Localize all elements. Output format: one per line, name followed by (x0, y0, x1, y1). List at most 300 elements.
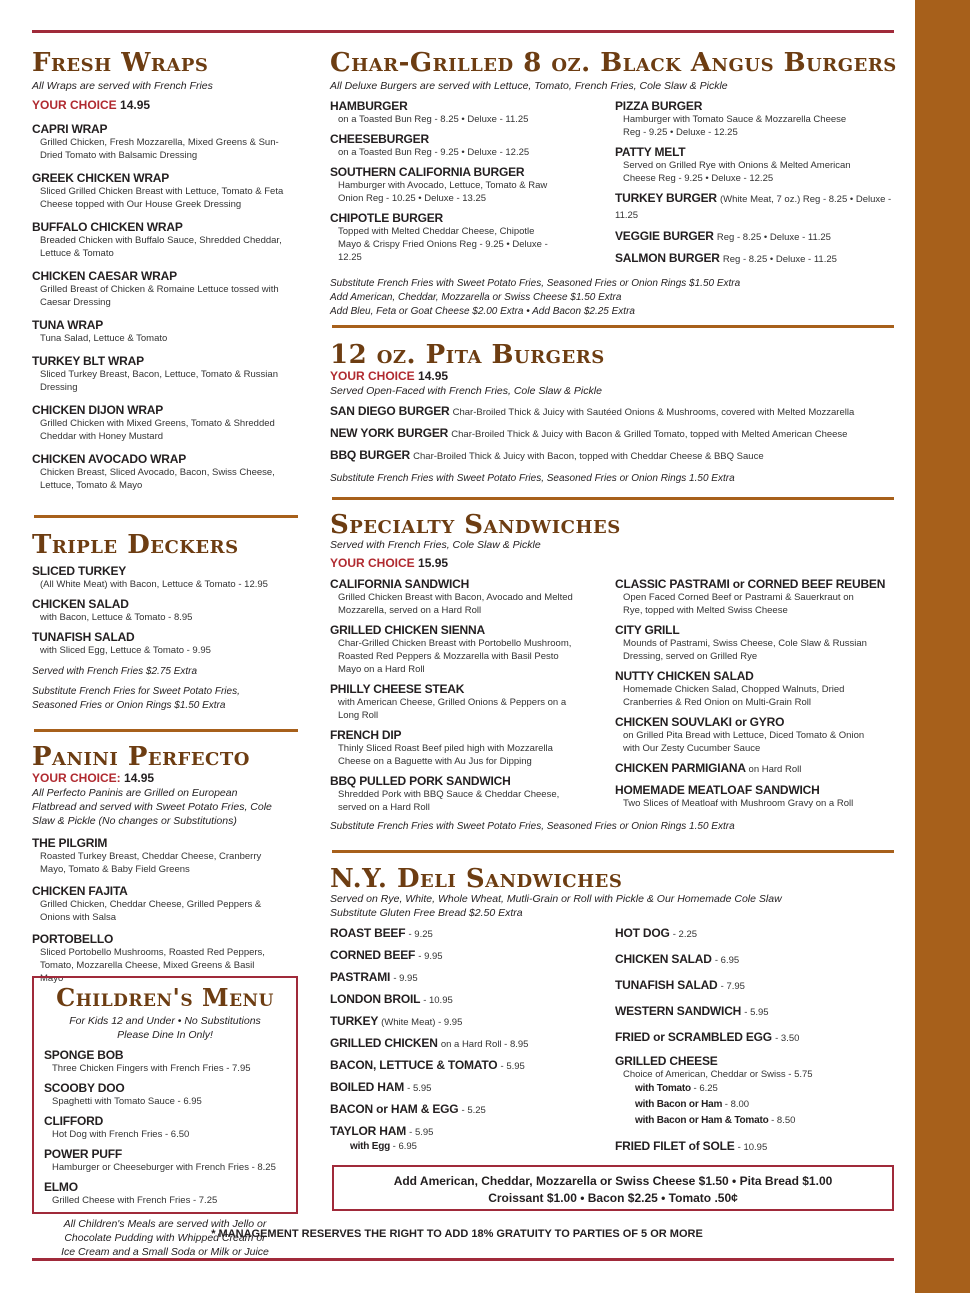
item-name (330, 1080, 615, 1096)
kids-title: Children's Menu (56, 983, 274, 1012)
menu-item (615, 229, 900, 245)
menu-item (330, 970, 615, 986)
menu-item (32, 597, 300, 624)
item-name-text: TURKEY BURGER (615, 191, 717, 205)
kids-note: All Children's Meals are served with Jello or Chocolate Pudding with Whipped Cream or Ice Cream and a Small Soda or Milk or Juice (61, 1218, 269, 1258)
choice-price: 15.95 (418, 556, 449, 570)
menu-item (44, 1081, 286, 1108)
item-name-text: CALIFORNIA SANDWICH (330, 577, 470, 591)
item-desc: Mounds of Pastrami, Swiss Cheese, Cole Slaw & Russian Dressing, served on Grilled Rye (623, 638, 867, 662)
item-desc: Grilled Breast of Chicken & Romaine Lettuce tossed with Caesar Dressing (40, 284, 279, 308)
side-bar (915, 0, 970, 1293)
item-inline-desc: Char-Broiled Thick & Juicy with Bacon & Grilled Tomato, topped with Melted American Cheese (451, 429, 848, 440)
item-name (330, 728, 615, 742)
item-name-text: SCOOBY DOO (44, 1081, 125, 1095)
deli-right-top (615, 926, 900, 1046)
item-name (615, 623, 900, 637)
item-inline-desc: - 3.50 (775, 1033, 800, 1044)
menu-item (32, 220, 300, 260)
item-sub-option (350, 1140, 615, 1154)
item-inline-desc: - 5.95 (409, 1127, 434, 1138)
childrens-menu-box (32, 976, 298, 1258)
item-desc: Hamburger or Cheeseburger with French Fries - 8.25 (52, 1162, 276, 1173)
choice-price: 14.95 (120, 98, 151, 112)
top-rule (32, 30, 894, 33)
menu-item (615, 952, 900, 968)
item-name (330, 682, 615, 696)
item-inline-desc: - 9.95 (393, 973, 418, 984)
item-name-text: CHEESEBURGER (330, 132, 429, 146)
item-name-text: SLICED TURKEY (32, 564, 127, 578)
item-inline-desc: - 5.95 (744, 1007, 769, 1018)
burgers-notes (330, 277, 900, 319)
item-name-text: CHICKEN PARMIGIANA (615, 761, 746, 775)
item-name-text: CHICKEN SALAD (32, 597, 129, 611)
wraps-section (32, 50, 300, 492)
item-desc: with Sliced Egg, Lettuce & Tomato - 9.95 (40, 645, 211, 656)
item-name-text: PIZZA BURGER (615, 99, 703, 113)
item-name (44, 1081, 286, 1095)
item-desc: Homemade Chicken Salad, Chopped Walnuts, Dried Cranberries & Red Onion on Multi-Grain Roll (623, 684, 845, 708)
item-inline-desc: - 10.95 (737, 1142, 768, 1153)
item-name (330, 448, 900, 464)
pita-list (330, 404, 900, 464)
menu-item (330, 992, 615, 1008)
menu-item (330, 1014, 615, 1030)
menu-item (330, 577, 615, 617)
burgers-note: Add American, Cheddar, Mozzarella or Swiss Cheese $1.50 Extra (330, 292, 622, 303)
menu-item (44, 1180, 286, 1207)
item-name-text: BACON or HAM & EGG (330, 1102, 459, 1116)
item-inline-desc: Reg - 8.25 • Deluxe - 11.25 (722, 254, 837, 265)
deckers-note-1: Served with French Fries $2.75 Extra (32, 666, 198, 677)
item-desc: on a Toasted Bun Reg - 9.25 • Deluxe - 12.25 (338, 147, 530, 158)
item-name (32, 836, 300, 850)
item-name (44, 1114, 286, 1128)
item-name (32, 403, 300, 417)
item-name-text: PHILLY CHEESE STEAK (330, 682, 465, 696)
item-name-text: PATTY MELT (615, 145, 686, 159)
item-name-text: FRIED or SCRAMBLED EGG (615, 1030, 772, 1044)
add-ons-line-2: Croissant $1.00 • Bacon $2.25 • Tomato .50¢ (488, 1191, 738, 1205)
item-name (615, 978, 900, 994)
item-name-text: BACON, LETTUCE & TOMATO (330, 1058, 498, 1072)
item-desc: Hamburger with Tomato Sauce & Mozzarella Cheese Reg - 9.25 • Deluxe - 12.25 (623, 114, 847, 138)
item-desc: Spaghetti with Tomato Sauce - 6.95 (52, 1096, 202, 1107)
item-name (330, 926, 615, 942)
item-desc: Shredded Pork with BBQ Sauce & Cheddar Cheese, served on a Hard Roll (338, 789, 560, 813)
item-name-text: SAN DIEGO BURGER (330, 404, 450, 418)
divider (332, 850, 894, 853)
item-name (330, 132, 615, 146)
pita-choice (330, 368, 900, 384)
item-desc: Hot Dog with French Fries - 6.50 (52, 1129, 190, 1140)
footer-note: * MANAGEMENT RESERVES THE RIGHT TO ADD 18% GRATUITY TO PARTIES OF 5 OR MORE (211, 1228, 703, 1240)
menu-item (330, 211, 615, 264)
item-desc: Grilled Chicken Breast with Bacon, Avocado and Melted Mozzarella, served on a Hard Roll (338, 592, 573, 616)
item-name-text: ROAST BEEF (330, 926, 406, 940)
add-ons-line-1: Add American, Cheddar, Mozzarella or Swiss Cheese $1.50 • Pita Bread $1.00 (393, 1174, 833, 1188)
item-desc: Choice of American, Cheddar or Swiss - 5.75 (623, 1069, 813, 1080)
item-name (44, 1180, 286, 1194)
item-desc: Three Chicken Fingers with French Fries - 7.95 (52, 1063, 251, 1074)
deli-right-bottom (615, 1139, 900, 1155)
item-desc: on Grilled Pita Bread with Lettuce, Diced Tomato & Onion with Our Zesty Cucumber Sauce (623, 730, 865, 754)
choice-label: YOUR CHOICE: (32, 771, 121, 785)
specialty-note: Substitute French Fries with Sweet Potato Fries, Seasoned Fries or Onion Rings 1.50 Extra (330, 821, 735, 832)
item-desc: with Bacon, Lettuce & Tomato - 8.95 (40, 612, 193, 623)
item-desc: Open Faced Corned Beef or Pastrami & Sauerkraut on Rye, topped with Melted Swiss Cheese (623, 592, 854, 616)
item-inline-desc: - 5.95 (500, 1061, 525, 1072)
menu-item (330, 728, 615, 768)
item-desc: (All White Meat) with Bacon, Lettuce & Tomato - 12.95 (40, 579, 268, 590)
item-name (330, 1124, 615, 1140)
menu-item (615, 577, 900, 617)
menu-item (330, 132, 615, 159)
deckers-section (32, 532, 300, 713)
item-name (330, 970, 615, 986)
item-name (615, 761, 900, 777)
item-name (330, 948, 615, 964)
menu-item (330, 948, 615, 964)
item-name (32, 171, 300, 185)
grilled-cheese-option (635, 1113, 900, 1129)
menu-item (44, 1048, 286, 1075)
item-desc: Breaded Chicken with Buffalo Sauce, Shredded Cheddar, Lettuce & Tomato (40, 235, 282, 259)
item-name (32, 564, 300, 578)
wraps-subtitle: All Wraps are served with French Fries (32, 80, 213, 92)
item-name-text: CORNED BEEF (330, 948, 416, 962)
item-name (615, 783, 900, 797)
burgers-note: Substitute French Fries with Sweet Potato Fries, Seasoned Fries or Onion Rings $1.50 Extra (330, 278, 741, 289)
item-desc: Two Slices of Meatloaf with Mushroom Gravy on a Roll (623, 798, 854, 809)
item-name-text: SOUTHERN CALIFORNIA BURGER (330, 165, 525, 179)
wraps-list (32, 122, 300, 492)
item-name (330, 1036, 615, 1052)
pita-title: 12 oz. Pita Burgers (330, 340, 605, 370)
item-name (615, 952, 900, 968)
menu-item (615, 623, 900, 663)
pita-note: Substitute French Fries with Sweet Potato Fries, Seasoned Fries or Onion Rings 1.50 Extra (330, 473, 735, 484)
menu-item (615, 1139, 900, 1155)
divider (332, 325, 894, 328)
item-inline-desc: on a Hard Roll - 8.95 (440, 1039, 529, 1050)
item-name (44, 1147, 286, 1161)
item-name (32, 630, 300, 644)
menu-item (32, 318, 300, 345)
item-name-text: VEGGIE BURGER (615, 229, 714, 243)
item-name (44, 1048, 286, 1062)
item-name-text: TUNAFISH SALAD (615, 978, 718, 992)
panini-subtitle: All Perfecto Paninis are Grilled on European Flatbread and served with Sweet Potato Fries, Cole Slaw & Pickle (No changes or Substitutions) (32, 787, 272, 827)
item-desc: Sliced Turkey Breast, Bacon, Lettuce, Tomato & Russian Dressing (40, 369, 278, 393)
deli-right (615, 920, 900, 1155)
item-name-text: SPONGE BOB (44, 1048, 124, 1062)
item-name (32, 884, 300, 898)
item-name (615, 669, 900, 683)
item-name-text: FRENCH DIP (330, 728, 402, 742)
specialty-title: Specialty Sandwiches (330, 510, 621, 540)
item-name-text: WESTERN SANDWICH (615, 1004, 742, 1018)
item-name-text: HOT DOG (615, 926, 670, 940)
menu-item (330, 623, 615, 676)
item-name-text: GRILLED CHICKEN SIENNA (330, 623, 485, 637)
item-name-text: CLASSIC PASTRAMI or CORNED BEEF REUBEN (615, 577, 886, 591)
menu-item (330, 1080, 615, 1096)
item-name-text: CHICKEN DIJON WRAP (32, 403, 164, 417)
item-name (330, 99, 615, 113)
menu-item (330, 404, 900, 420)
specialty-columns (330, 571, 900, 814)
menu-item (615, 669, 900, 709)
panini-list (32, 836, 300, 985)
item-name (615, 229, 900, 245)
pita-section (330, 342, 900, 486)
item-name-text: HAMBURGER (330, 99, 408, 113)
deli-left (330, 920, 615, 1155)
item-inline-desc: - 5.95 (407, 1083, 432, 1094)
item-name-text: LONDON BROIL (330, 992, 421, 1006)
item-name-text: TURKEY (330, 1014, 378, 1028)
item-name-text: TAYLOR HAM (330, 1124, 407, 1138)
divider (332, 497, 894, 500)
item-inline-desc: Reg - 8.25 • Deluxe - 11.25 (716, 232, 831, 243)
divider (34, 729, 298, 732)
item-name-text: CHIPOTLE BURGER (330, 211, 444, 225)
menu-item (615, 715, 900, 755)
item-name (32, 269, 300, 283)
item-inline-desc: on Hard Roll (748, 764, 802, 775)
item-name (615, 715, 900, 729)
item-desc: on a Toasted Bun Reg - 8.25 • Deluxe - 11.25 (338, 114, 529, 125)
menu-item (44, 1147, 286, 1174)
item-name (615, 191, 900, 223)
deli-subtitle-2: Substitute Gluten Free Bread $2.50 Extra (330, 907, 523, 919)
menu-item (330, 165, 615, 205)
menu-item (615, 1004, 900, 1020)
grilled-cheese-options (615, 1081, 900, 1129)
item-inline-desc: - 10.95 (423, 995, 453, 1006)
menu-item (32, 122, 300, 162)
kids-subtitle: For Kids 12 and Under • No Substitutions Please Dine In Only! (69, 1015, 261, 1041)
item-name-text: TUNAFISH SALAD (32, 630, 135, 644)
specialty-left (330, 571, 615, 814)
menu-item (615, 978, 900, 994)
option-label: with Bacon or Ham & Tomato (635, 1115, 769, 1126)
item-name (330, 992, 615, 1008)
item-inline-desc: - 9.25 (408, 929, 433, 940)
burgers-subtitle: All Deluxe Burgers are served with Lettuce, Tomato, French Fries, Cole Slaw & Pickle (330, 80, 728, 92)
menu-item (615, 99, 900, 139)
item-desc: Thinly Sliced Roast Beef piled high with Mozzarella Cheese on a Baguette with Au Jus for Dipping (338, 743, 553, 767)
menu-item (330, 1058, 615, 1074)
item-name (615, 926, 900, 942)
choice-price: 14.95 (418, 369, 449, 383)
wraps-title: Fresh Wraps (32, 48, 209, 78)
specialty-choice (330, 555, 900, 571)
menu-item (330, 1102, 615, 1118)
burgers-right (615, 93, 900, 267)
item-name-text: NUTTY CHICKEN SALAD (615, 669, 754, 683)
menu-item (32, 836, 300, 876)
item-inline-desc: (White Meat, 7 oz.) Reg - 8.25 • Deluxe - 11.25 (615, 194, 892, 221)
menu-item (615, 145, 900, 185)
item-name (32, 932, 300, 946)
item-name-text: BUFFALO CHICKEN WRAP (32, 220, 183, 234)
item-name (330, 774, 615, 788)
menu-item (330, 1124, 615, 1154)
item-name (615, 1030, 900, 1046)
item-name (330, 1102, 615, 1118)
item-inline-desc: (White Meat) - 9.95 (381, 1017, 463, 1028)
option-price: - 8.00 (724, 1099, 750, 1110)
menu-item (330, 99, 615, 126)
item-name (615, 145, 900, 159)
option-price: - 6.25 (693, 1083, 718, 1094)
item-desc: Sliced Grilled Chicken Breast with Lettuce, Tomato & Feta Cheese topped with Our House Greek Dressing (40, 186, 284, 210)
grilled-cheese-option (635, 1081, 900, 1097)
item-name-text: GRILLED CHICKEN (330, 1036, 438, 1050)
menu-item (32, 564, 300, 591)
item-name (32, 318, 300, 332)
item-inline-desc: - 7.95 (720, 981, 745, 992)
burgers-left (330, 93, 615, 267)
item-name-text: CHICKEN CAESAR WRAP (32, 269, 177, 283)
item-name-text: BBQ BURGER (330, 448, 411, 462)
item-inline-desc: Char-Broiled Thick & Juicy with Bacon, topped with Cheddar Cheese & BBQ Sauce (413, 451, 764, 462)
item-name (615, 577, 900, 591)
item-name-text: BOILED HAM (330, 1080, 404, 1094)
choice-label: YOUR CHOICE (330, 369, 415, 383)
item-name (615, 99, 900, 113)
menu-item (330, 1036, 615, 1052)
item-inline-desc: - 2.25 (672, 929, 698, 940)
add-ons-box (332, 1165, 894, 1211)
menu-item (615, 1030, 900, 1046)
item-name (32, 597, 300, 611)
panini-choice (32, 770, 300, 786)
specialty-right (615, 571, 900, 814)
burgers-note: Add Bleu, Feta or Goat Cheese $2.00 Extra • Add Bacon $2.25 Extra (330, 306, 635, 317)
item-name-text: CHICKEN SALAD (615, 952, 712, 966)
option-price: - 8.50 (771, 1115, 796, 1126)
deli-subtitle: Served on Rye, White, Whole Wheat, Mutli-Grain or Roll with Pickle & Our Homemade Cole Slaw (330, 893, 782, 905)
item-name (615, 1004, 900, 1020)
menu-item (32, 403, 300, 443)
item-name (32, 122, 300, 136)
specialty-subtitle: Served with French Fries, Cole Slaw & Pickle (330, 539, 541, 551)
item-name-text: PASTRAMI (330, 970, 391, 984)
choice-label: YOUR CHOICE (330, 556, 415, 570)
item-desc: Grilled Chicken with Mixed Greens, Tomato & Shredded Cheddar with Honey Mustard (40, 418, 275, 442)
menu-item (32, 630, 300, 657)
item-name (32, 452, 300, 466)
burgers-section (330, 50, 900, 319)
option-label: with Bacon or Ham (635, 1099, 723, 1110)
deli-title: N.Y. Deli Sandwiches (330, 864, 623, 894)
item-name (615, 1139, 900, 1155)
item-inline-desc: - 6.95 (714, 955, 740, 966)
kids-list (44, 1048, 286, 1207)
wraps-choice (32, 97, 300, 113)
deli-section (330, 866, 900, 1155)
specialty-section (330, 512, 900, 834)
burgers-columns (330, 93, 900, 267)
item-name (330, 1014, 615, 1030)
menu-item (330, 426, 900, 442)
item-desc: Chicken Breast, Sliced Avocado, Bacon, Swiss Cheese, Lettuce, Tomato & Mayo (40, 467, 275, 491)
item-desc: Grilled Chicken, Cheddar Cheese, Grilled Peppers & Onions with Salsa (40, 899, 262, 923)
deckers-list (32, 564, 300, 657)
item-name-text: NEW YORK BURGER (330, 426, 449, 440)
item-name (330, 426, 900, 442)
item-desc: Sliced Portobello Mushrooms, Roasted Red Peppers, Tomato, Mozzarella Cheese, Mixed Greens & Basil Mayo (40, 947, 265, 984)
item-name-text: TUNA WRAP (32, 318, 104, 332)
menu-item (44, 1114, 286, 1141)
item-name-text: CLIFFORD (44, 1114, 104, 1128)
menu-item (615, 926, 900, 942)
item-name-text: PORTOBELLO (32, 932, 114, 946)
item-name (330, 211, 615, 225)
panini-title: Panini Perfecto (32, 742, 250, 772)
item-name (330, 623, 615, 637)
item-desc: Grilled Cheese with French Fries - 7.25 (52, 1195, 218, 1206)
menu-item (615, 761, 900, 777)
item-name-text: CHICKEN AVOCADO WRAP (32, 452, 186, 466)
menu-item (330, 682, 615, 722)
item-name (615, 251, 900, 267)
divider (34, 515, 298, 518)
item-desc: with American Cheese, Grilled Onions & Peppers on a Long Roll (338, 697, 567, 721)
deli-columns (330, 920, 900, 1155)
item-name-text: BBQ PULLED PORK SANDWICH (330, 774, 511, 788)
choice-price: 14.95 (124, 771, 155, 785)
burgers-title: Char-Grilled 8 oz. Black Angus Burgers (330, 48, 897, 78)
item-name-text: THE PILGRIM (32, 836, 108, 850)
item-inline-desc: - 5.25 (461, 1105, 486, 1116)
menu-item (615, 783, 900, 810)
choice-label: YOUR CHOICE (32, 98, 117, 112)
menu-item (32, 884, 300, 924)
deckers-title: Triple Deckers (32, 530, 239, 560)
item-name: GRILLED CHEESE (615, 1054, 718, 1068)
item-name-text: CAPRI WRAP (32, 122, 108, 136)
menu-item (615, 191, 900, 223)
item-name (330, 1058, 615, 1074)
menu-item (615, 251, 900, 267)
item-desc: Topped with Melted Cheddar Cheese, Chipotle Mayo & Crispy Fried Onions Reg - 9.25 • Deluxe - 12.25 (338, 226, 548, 263)
item-desc: Hamburger with Avocado, Lettuce, Tomato & Raw Onion Reg - 10.25 • Deluxe - 13.25 (338, 180, 548, 204)
item-inline-desc: - 9.95 (418, 951, 443, 962)
item-name-text: ELMO (44, 1180, 78, 1194)
option-label: with Tomato (635, 1083, 691, 1094)
menu-item (32, 171, 300, 211)
item-name-text: CHICKEN FAJITA (32, 884, 128, 898)
item-name-text: GREEK CHICKEN WRAP (32, 171, 170, 185)
item-desc: Served on Grilled Rye with Onions & Melted American Cheese Reg - 9.25 • Deluxe - 12.25 (623, 160, 851, 184)
item-name (330, 165, 615, 179)
grilled-cheese-option (635, 1097, 900, 1113)
item-name-text: FRIED FILET of SOLE (615, 1139, 735, 1153)
menu-item (32, 452, 300, 492)
item-inline-desc: Char-Broiled Thick & Juicy with Sautéed Onions & Mushrooms, covered with Melted Mozzarella (452, 407, 855, 418)
item-name-text: HOMEMADE MEATLOAF SANDWICH (615, 783, 820, 797)
item-desc: Char-Grilled Chicken Breast with Portobello Mushroom, Roasted Red Peppers & Mozzarella with Basil Pesto Mayo on a Hard Roll (338, 638, 572, 675)
grilled-cheese-item (615, 1054, 900, 1129)
item-desc: Grilled Chicken, Fresh Mozzarella, Mixed Greens & Sun-Dried Tomato with Balsamic Dressing (40, 137, 279, 161)
deckers-note-2: Substitute French Fries for Sweet Potato Fries, Seasoned Fries or Onion Rings $1.50 Extra (32, 686, 240, 711)
sub-price: - 6.95 (392, 1141, 417, 1152)
